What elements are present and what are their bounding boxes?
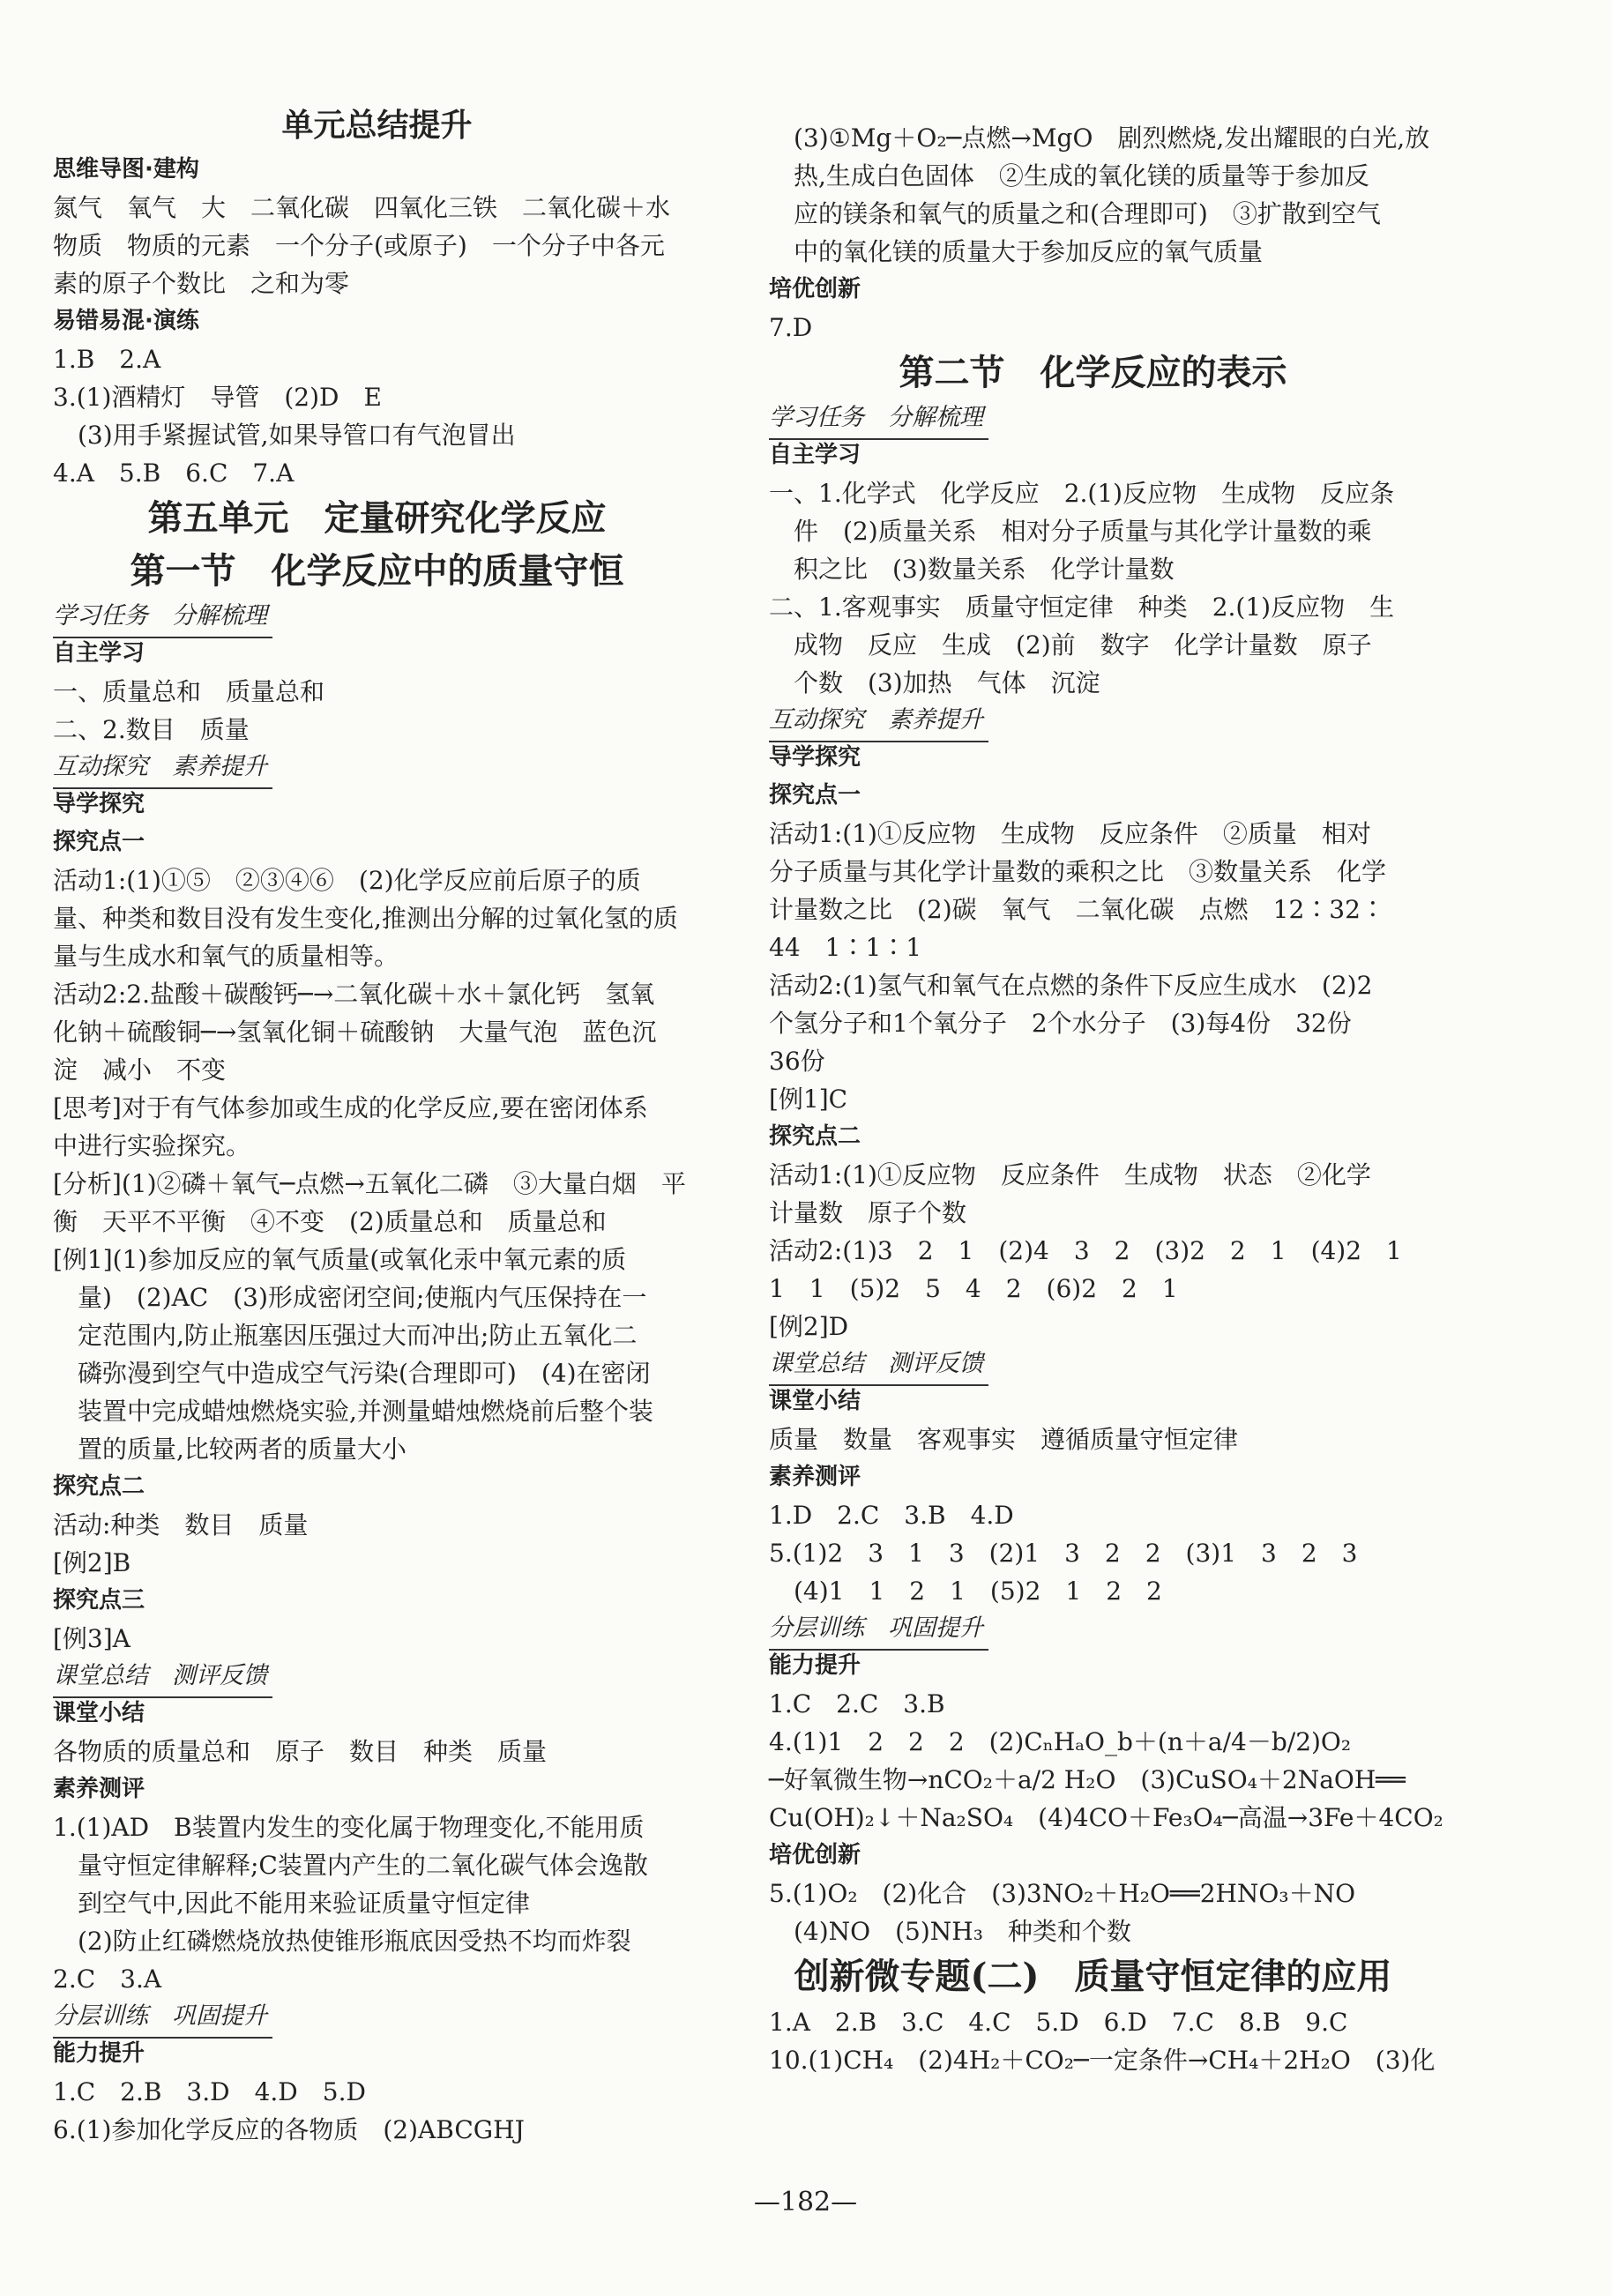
text-line: (3)①Mg＋O₂─点燃→MgO 剧烈燃烧,发出耀眼的白光,放 (794, 123, 1430, 153)
subheading: 导学探究 (53, 791, 145, 817)
section-banner-label: 互动探究 素养提升 (53, 749, 272, 789)
section-banner (53, 1658, 701, 1695)
section-title: 第五单元 定量研究化学反应 (147, 497, 607, 539)
text-line: [分析](1)②磷＋氧气─点燃→五氧化二磷 ③大量白烟 平 (53, 1169, 686, 1198)
text-line: 个氢分子和1个氧分子 2个水分子 (3)每4份 32份 (769, 1009, 1352, 1038)
text-line: 活动1:(1)①反应物 反应条件 生成物 状态 ②化学 (769, 1160, 1371, 1189)
text-line: [思考]对于有气体参加或生成的化学反应,要在密闭体系 (53, 1093, 648, 1122)
text-line: ─好氧微生物→nCO₂＋a/2 H₂O (3)CuSO₄＋2NaOH══ (769, 1765, 1406, 1794)
text-line: 活动:种类 数目 质量 (53, 1510, 309, 1539)
text-line: 6.(1)参加化学反应的各物质 (2)ABCGHJ (53, 2115, 525, 2144)
text-line: 36份 (769, 1047, 825, 1076)
text-line: 计量数 原子个数 (769, 1198, 967, 1227)
subheading: 探究点二 (769, 1123, 861, 1150)
text-line: 10.(1)CH₄ (2)4H₂＋CO₂─一定条件→CH₄＋2H₂O (3)化 (769, 2046, 1436, 2075)
text-line: 1.C 2.B 3.D 4.D 5.D (53, 2077, 366, 2106)
subheading: 培优创新 (769, 276, 861, 302)
section-banner-label: 学习任务 分解梳理 (769, 399, 988, 440)
section-banner-label: 课堂总结 测评反馈 (53, 1658, 272, 1698)
text-line: 件 (2)质量关系 相对分子质量与其化学计量数的乘 (794, 517, 1372, 546)
subheading: 导学探究 (769, 744, 861, 771)
text-line: 量与生成水和氧气的质量相等。 (53, 942, 399, 971)
section-banner (53, 1998, 701, 2035)
section-title: 单元总结提升 (281, 108, 473, 144)
text-line: 素的原子个数比 之和为零 (53, 269, 350, 298)
text-line: 1.D 2.C 3.B 4.D (769, 1501, 1014, 1530)
text-line: 热,生成白色固体 ②生成的氧化镁的质量等于参加反 (794, 161, 1369, 190)
text-line: 活动2:2.盐酸＋碳酸钙─→二氧化碳＋水＋氯化钙 氢氧 (53, 980, 655, 1009)
text-line: 1 1 (5)2 5 4 2 (6)2 2 1 (769, 1274, 1178, 1303)
left-column (53, 101, 701, 2149)
text-line: 物质 物质的元素 一个分子(或原子) 一个分子中各元 (53, 231, 665, 260)
subheading: 自主学习 (769, 442, 861, 468)
text-line: 1.B 2.A (53, 345, 161, 374)
text-line: 量守恒定律解释;C装置内产生的二氧化碳气体会逸散 (78, 1851, 648, 1880)
text-line: 2.C 3.A (53, 1964, 162, 1994)
subheading: 探究点一 (53, 829, 145, 855)
subheading: 能力提升 (53, 2040, 145, 2067)
text-line: 二、2.数目 质量 (53, 715, 250, 744)
section-title: 创新微专题(二) 质量守恒定律的应用 (794, 1956, 1392, 1997)
text-line: 4.(1)1 2 2 2 (2)CₙHₐO_b＋(n＋a/4－b/2)O₂ (769, 1727, 1352, 1756)
text-line: 个数 (3)加热 气体 沉淀 (794, 668, 1100, 697)
text-line: [例1](1)参加反应的氧气质量(或氧化汞中氧元素的质 (53, 1245, 627, 1274)
right-column (769, 119, 1443, 2079)
text-line: 中进行实验探究。 (53, 1131, 251, 1160)
section-title: 第二节 化学反应的表示 (899, 352, 1287, 393)
text-line: 各物质的质量总和 原子 数目 种类 质量 (53, 1737, 548, 1766)
text-line: 活动1:(1)①反应物 生成物 反应条件 ②质量 相对 (769, 819, 1371, 848)
text-line: 分子质量与其化学计量数的乘积之比 ③数量关系 化学 (769, 857, 1387, 886)
text-line: 积之比 (3)数量关系 化学计量数 (794, 555, 1175, 584)
section-banner (769, 1346, 1417, 1383)
subheading: 自主学习 (53, 640, 145, 667)
section-banner-label: 分层训练 巩固提升 (53, 1998, 272, 2039)
section-banner-label: 互动探究 素养提升 (769, 702, 988, 742)
text-line: [例1]C (769, 1085, 848, 1114)
text-line: [例2]B (53, 1548, 131, 1577)
subheading: 探究点一 (769, 782, 861, 809)
text-line: 5.(1)2 3 1 3 (2)1 3 2 2 (3)1 3 2 3 (769, 1539, 1358, 1568)
text-line: [例2]D (769, 1312, 849, 1341)
text-line: (4)NO (5)NH₃ 种类和个数 (794, 1917, 1131, 1946)
page-number: —182— (753, 2187, 858, 2218)
text-line: 到空气中,因此不能用来验证质量守恒定律 (78, 1889, 530, 1918)
text-line: 5.(1)O₂ (2)化合 (3)3NO₂＋H₂O══2HNO₃＋NO (769, 1879, 1356, 1908)
section-banner (769, 702, 1417, 739)
text-line: 4.A 5.B 6.C 7.A (53, 458, 295, 488)
text-line: 应的镁条和氧气的质量之和(合理即可) ③扩散到空气 (794, 199, 1381, 228)
text-line: 置的质量,比较两者的质量大小 (78, 1435, 406, 1464)
text-line: 氮气 氧气 大 二氧化碳 四氧化三铁 二氧化碳＋水 (53, 193, 671, 222)
text-line: 衡 天平不平衡 ④不变 (2)质量总和 质量总和 (53, 1207, 607, 1236)
subheading: 培优创新 (769, 1842, 861, 1868)
subheading: 探究点二 (53, 1473, 145, 1500)
text-line: 活动1:(1)①⑤ ②③④⑥ (2)化学反应前后原子的质 (53, 866, 641, 895)
text-line: 量、种类和数目没有发生变化,推测出分解的过氧化氢的质 (53, 904, 678, 933)
subheading: 探究点三 (53, 1587, 145, 1614)
subheading: 素养测评 (769, 1464, 861, 1490)
text-line: 一、1.化学式 化学反应 2.(1)反应物 生成物 反应条 (769, 479, 1395, 508)
subheading: 课堂小结 (53, 1700, 145, 1726)
text-line: 淀 减小 不变 (53, 1055, 227, 1085)
section-banner (53, 749, 701, 786)
text-line: 1.A 2.B 3.C 4.C 5.D 6.D 7.C 8.B 9.C (769, 2008, 1348, 2037)
subheading: 素养测评 (53, 1776, 145, 1802)
section-banner (53, 598, 701, 635)
section-banner-label: 学习任务 分解梳理 (53, 598, 272, 638)
text-line: 定范围内,防止瓶塞因压强过大而冲出;防止五氧化二 (78, 1321, 638, 1350)
text-line: 1.C 2.C 3.B (769, 1689, 945, 1718)
text-line: (2)防止红磷燃烧放热使锥形瓶底因受热不均而炸裂 (78, 1927, 631, 1956)
text-line: 化钠＋硫酸铜─→氢氧化铜＋硫酸钠 大量气泡 蓝色沉 (53, 1018, 657, 1047)
text-line: 1.(1)AD B装置内发生的变化属于物理变化,不能用质 (53, 1813, 645, 1842)
subheading: 课堂小结 (769, 1388, 861, 1414)
text-line: (3)用手紧握试管,如果导管口有气泡冒出 (78, 421, 516, 450)
text-line: 装置中完成蜡烛燃烧实验,并测量蜡烛燃烧前后整个装 (78, 1397, 653, 1426)
text-line: 活动2:(1)氢气和氧气在点燃的条件下反应生成水 (2)2 (769, 971, 1373, 1000)
text-line: 7.D (769, 313, 813, 342)
subheading: 易错易混·演练 (53, 308, 199, 334)
text-line: 44 1∶1∶1 (769, 933, 922, 962)
text-line: 中的氧化镁的质量大于参加反应的氧气质量 (794, 237, 1264, 266)
text-line: 磷弥漫到空气中造成空气污染(合理即可) (4)在密闭 (78, 1359, 651, 1388)
section-banner (769, 399, 1417, 436)
text-line: 量) (2)AC (3)形成密闭空间;使瓶内气压保持在一 (78, 1283, 647, 1312)
text-line: (4)1 1 2 1 (5)2 1 2 2 (794, 1577, 1162, 1606)
subheading: 思维导图·建构 (53, 156, 199, 183)
text-line: Cu(OH)₂↓＋Na₂SO₄ (4)4CO＋Fe₃O₄─高温→3Fe＋4CO₂ (769, 1803, 1443, 1832)
section-banner-label: 课堂总结 测评反馈 (769, 1346, 988, 1386)
text-line: 计量数之比 (2)碳 氧气 二氧化碳 点燃 12∶32∶ (769, 895, 1385, 924)
text-line: 二、1.客观事实 质量守恒定律 种类 2.(1)反应物 生 (769, 593, 1395, 622)
section-title: 第一节 化学反应中的质量守恒 (130, 550, 624, 592)
section-banner (769, 1610, 1417, 1647)
text-line: [例3]A (53, 1624, 131, 1653)
text-line: 3.(1)酒精灯 导管 (2)D E (53, 383, 382, 412)
text-line: 活动2:(1)3 2 1 (2)4 3 2 (3)2 2 1 (4)2 1 (769, 1236, 1402, 1265)
text-line: 一、质量总和 质量总和 (53, 677, 325, 706)
text-line: 质量 数量 客观事实 遵循质量守恒定律 (769, 1425, 1239, 1454)
subheading: 能力提升 (769, 1652, 861, 1679)
section-banner-label: 分层训练 巩固提升 (769, 1610, 988, 1651)
text-line: 成物 反应 生成 (2)前 数字 化学计量数 原子 (794, 630, 1372, 660)
